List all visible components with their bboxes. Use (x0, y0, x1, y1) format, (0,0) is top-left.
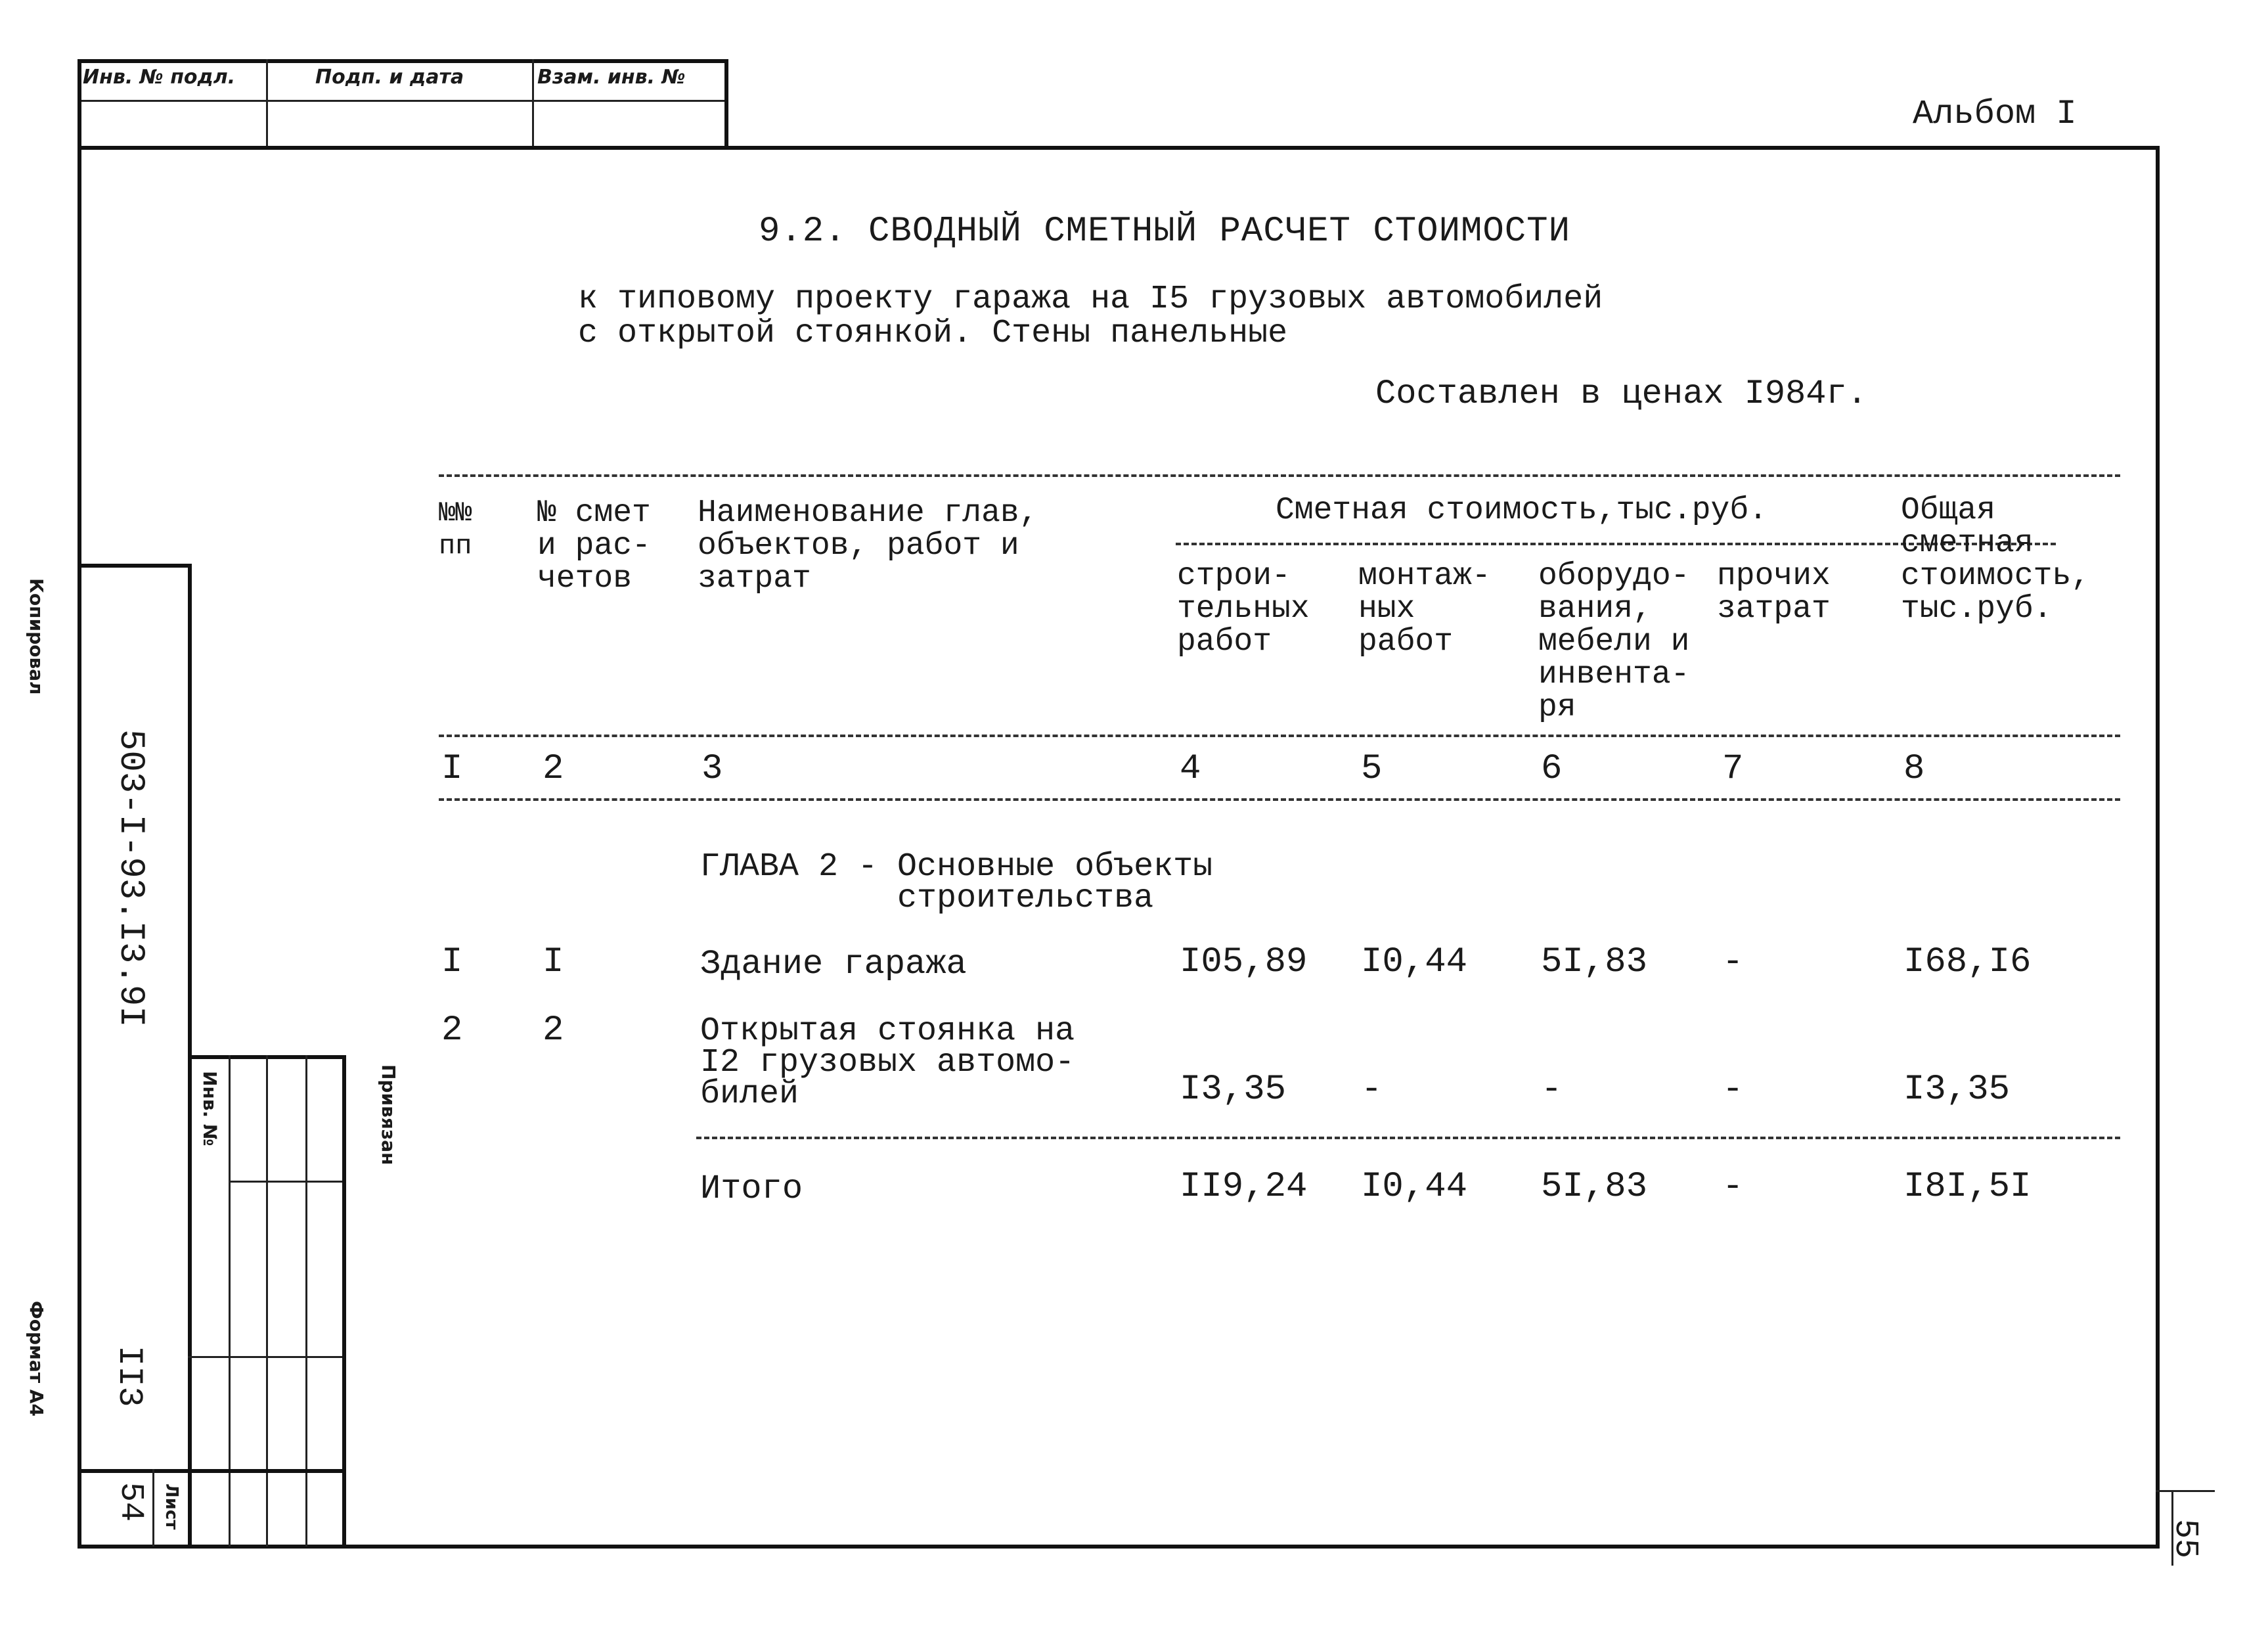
header-construction: строи- тельных работ (1177, 558, 1310, 660)
sheet-number: II3 (110, 1346, 148, 1407)
stamp-inv-podl-label: Инв. № подл. (83, 66, 236, 89)
row-name: Открытая стоянка на I2 грузовых автомо- билей (700, 1012, 1075, 1113)
row-equipment: - (1541, 1070, 1563, 1110)
row-construction: I3,35 (1180, 1070, 1287, 1110)
row-total: I3,35 (1903, 1070, 2011, 1110)
list-value: 54 (112, 1482, 149, 1522)
page-number: 55 (2166, 1519, 2204, 1559)
row-name: Здание гаража (700, 945, 967, 984)
stamp-podp-data-label: Подп. и дата (315, 66, 464, 89)
total-construction: II9,24 (1180, 1167, 1308, 1207)
list-label: Лист (162, 1483, 181, 1530)
row-smeta: I (543, 942, 564, 982)
header-equipment: оборудо- вания, мебели и инвента- ря (1538, 558, 1690, 725)
total-equipment: 5I,83 (1541, 1167, 1648, 1207)
total-installation: I0,44 (1361, 1167, 1468, 1207)
row-other: - (1722, 942, 1744, 982)
header-pp: №№ пп (439, 497, 472, 562)
row-equipment: 5I,83 (1541, 942, 1648, 982)
format-label: Формат А4 (26, 1301, 47, 1416)
column-number: 3 (701, 749, 723, 789)
total-sum: I8I,5I (1903, 1167, 2032, 1207)
chapter-heading: ГЛАВА 2 - Основные объекты строительства (700, 848, 1213, 917)
row-smeta: 2 (543, 1010, 564, 1051)
column-number: 4 (1180, 749, 1201, 789)
column-number: 7 (1722, 749, 1744, 789)
row-construction: I05,89 (1180, 942, 1308, 982)
total-other: - (1722, 1167, 1744, 1207)
header-installation: монтаж- ных работ (1358, 558, 1491, 660)
document-code: 503-I-93.I3.9I (110, 729, 150, 1028)
document-title: 9.2. СВОДНЫЙ СМЕТНЫЙ РАСЧЕТ СТОИМОСТИ (759, 212, 1570, 252)
header-total: Общая сметная стоимость, тыс.руб. (1901, 493, 2091, 627)
header-other: прочих затрат (1717, 558, 1831, 627)
column-number: 6 (1541, 749, 1563, 789)
privyazan-label: Привязан (378, 1064, 399, 1166)
inv-no-label: Инв. № (199, 1071, 221, 1146)
column-number: 2 (543, 749, 564, 789)
total-label: Итого (700, 1169, 803, 1208)
header-smeta: № смет и рас- четов (537, 495, 651, 597)
kopiroval-label: Копировал (26, 578, 47, 695)
subtitle-line-1: к типовому проекту гаража на I5 грузовых автомобилей (578, 281, 1603, 318)
header-name: Наименование глав, объектов, работ и затрат (698, 495, 1038, 597)
column-number: I (441, 749, 463, 789)
column-number: 8 (1903, 749, 1925, 789)
row-pp: 2 (441, 1010, 463, 1051)
column-number: 5 (1361, 749, 1383, 789)
row-total: I68,I6 (1903, 942, 2032, 982)
row-installation: - (1361, 1070, 1383, 1110)
subtitle-line-2: с открытой стоянкой. Стены панельные (578, 315, 1288, 352)
prices-note: Составлен в ценах I984г. (1375, 374, 1867, 413)
album-label: Альбом I (1913, 95, 2077, 133)
header-group: Сметная стоимость,тыс.руб. (1276, 493, 1768, 528)
row-other: - (1722, 1070, 1744, 1110)
row-pp: I (441, 942, 463, 982)
row-installation: I0,44 (1361, 942, 1468, 982)
stamp-vzam-inv-label: Взам. инв. № (537, 66, 686, 89)
